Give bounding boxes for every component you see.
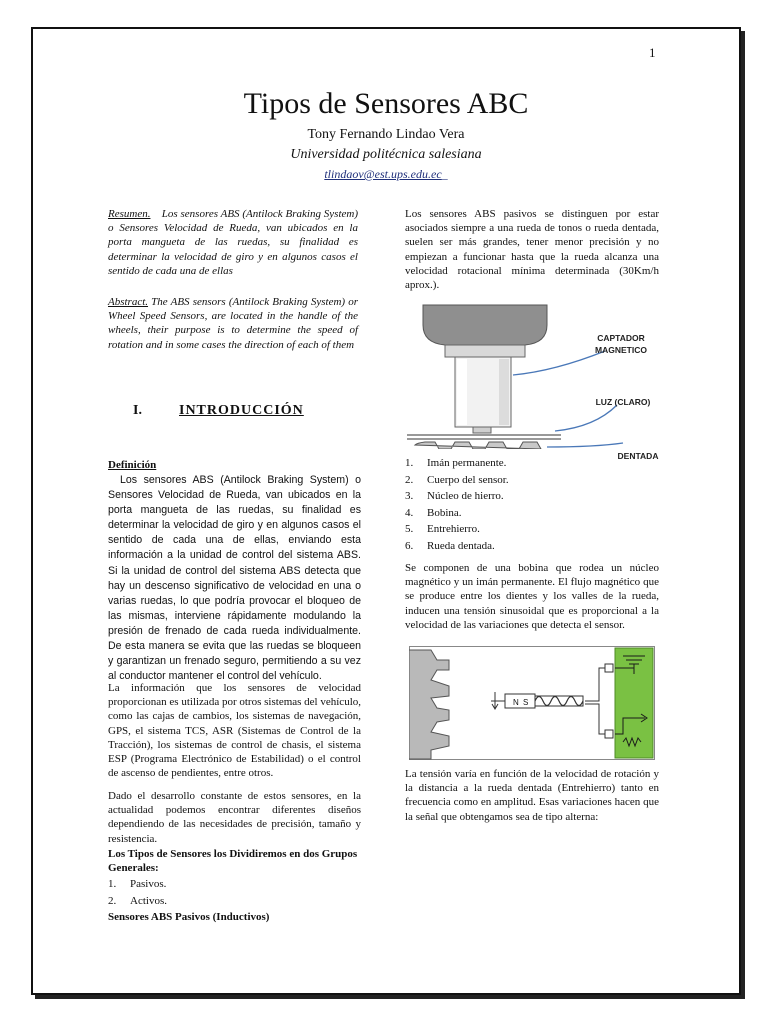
- section-heading: [133, 403, 304, 419]
- list-item: 2. Cuerpo del sensor.: [405, 473, 509, 486]
- pointer-rueda: [547, 443, 623, 447]
- connector-bottom: [605, 730, 613, 738]
- university-name: Universidad politécnica salesiana: [290, 147, 482, 162]
- paper-title: Tipos de Sensores ABC: [243, 87, 529, 120]
- parts-list: [405, 456, 655, 555]
- pointer-luz: [555, 405, 617, 431]
- sensor-diagram-figure: [405, 301, 659, 449]
- definicion-label: Definición: [108, 459, 157, 471]
- desarrollo-paragraph: Dado el desarrollo constante de estos sensores, en la actualidad podemos encontrar diferentes diseños dependiendo de las necesidades de precisión, tamaño y resistencia.: [108, 790, 361, 845]
- list-item: 3. Núcleo de hierro.: [405, 490, 504, 502]
- list-item: 2. Activos.: [108, 894, 167, 907]
- author-email[interactable]: tlindaov@est.ups.edu.ec_: [324, 167, 448, 181]
- author-name: Tony Fernando Lindao Vera: [307, 127, 465, 142]
- sensor-body-highlight: [457, 359, 467, 425]
- sensor-body-shade: [499, 359, 509, 425]
- resumen-paragraph: [108, 207, 358, 278]
- list-item: 4. Bobina.: [405, 506, 462, 519]
- sensor-tip-shape: [473, 427, 491, 433]
- pasivos-heading: Sensores ABS Pasivos (Inductivos): [108, 911, 270, 923]
- page-number: 1: [649, 45, 656, 60]
- magnet-s-label: S: [523, 698, 529, 707]
- abstract-paragraph: [108, 295, 358, 352]
- list-item: 5. Entrehierro.: [405, 523, 480, 535]
- info-paragraph: La información que los sensores de velocidad proporcionan es utilizada por otros sistemas del vehículo, como las cajas de cambios, los sistemas de navegación, GPS, el sistema TCS, ASR (Sistemas de Control de la Tracción), los sistemas de control de chasis, el sistema ESP (Programa Electrónico de Estabilidad) o el control de ascenso de pendientes, entre otros.: [108, 682, 361, 780]
- connector-top: [605, 664, 613, 672]
- label-rueda-2: DENTADA: [617, 451, 659, 461]
- pasivos-intro-paragraph: Los sensores ABS pasivos se distinguen por estar asociados siempre a una rueda de tonos o rueda dentada, suelen ser más grandes, tener menor precisión y no empiezan a funcionar hasta que la rueda alcanza una velocidad rotacional mínima determinada (30Km/h aprox.).: [405, 208, 659, 292]
- section-number: I.: [133, 403, 142, 418]
- label-captador-1: CAPTADOR: [597, 333, 645, 343]
- tension-paragraph: La tensión varía en función de la velocidad de rotación y la distancia a la rueda dentada (Entrehierro) tanto en frecuencia como en amplitud. Esas variaciones hacen que la señal que obtengamos sea de tipo alterna:: [405, 768, 659, 823]
- tipos-list: [108, 877, 308, 910]
- section-title: INTRODUCCIÓN: [179, 403, 304, 418]
- list-item: 1. Pasivos.: [108, 878, 167, 890]
- label-luz: LUZ (CLARO): [595, 397, 651, 407]
- magnet-n-label: N: [513, 698, 519, 707]
- toothed-wheel-shape: [415, 442, 541, 449]
- list-item: 1. Imán permanente.: [405, 457, 507, 469]
- list-item: 6. Rueda dentada.: [405, 539, 495, 552]
- abstract-text: The ABS sensors (Antilock Braking System) or Wheel Speed Sensors, are located in the handle of the wheels, their purpose is to determine the speed of rotation and in some cases the direction of each of them: [108, 296, 358, 351]
- label-captador-2: MAGNETICO: [595, 345, 647, 355]
- sensor-collar-shape: [445, 345, 525, 357]
- magnet-cap-shape: [423, 305, 547, 345]
- document-page: [31, 27, 741, 995]
- componen-paragraph: Se componen de una bobina que rodea un núcleo magnético y un imán permanente. El flujo magnético que se produce entre los dientes y los valles de la rueda, inducen una tensión sinusoidal que es proporcional a la velocidad de las variaciones que detecta el sensor.: [405, 562, 659, 631]
- resumen-text: Los sensores ABS (Antilock Braking System) o Sensores Velocidad de Rueda, van ubicados en la porta mangueta de las ruedas, su finalidad es determinar la velocidad de giro y en algunos casos el sentido de cada una de ellas: [108, 208, 358, 277]
- email-link[interactable]: tlindaov@est.ups.edu.ec: [324, 167, 442, 181]
- pointer-captador: [513, 351, 605, 375]
- tipos-heading: Los Tipos de Sensores los Dividiremos en dos Grupos Generales:: [108, 848, 358, 875]
- resumen-label: Resumen.: [108, 208, 151, 220]
- magnet-block: [505, 694, 535, 708]
- definicion-text: Los sensores ABS (Antilock Braking System) o Sensores Velocidad de Rueda, van ubicados en la porta mangueta de las ruedas, su finalidad es determinar la velocidad de giro y en algunos casos el sentido de cada una de ellas, enviando esta información a la unidad de control del sistema ABS. Si la unidad de control del sistema ABS detecta que hay un descenso significativo de velocidad en una o varias ruedas, lo que podría provocar el bloqueo de las mismas, interviene rápidamente modulando la presión de frenado de cada rueda individualmente. De esta manera se evita que las ruedas se bloqueen y garantizan un frenado seguro, permitiendo a su vez al conductor mantener el control del vehículo.: [108, 474, 361, 683]
- inductive-sensor-figure: [409, 646, 655, 760]
- abstract-label: Abstract.: [108, 296, 149, 308]
